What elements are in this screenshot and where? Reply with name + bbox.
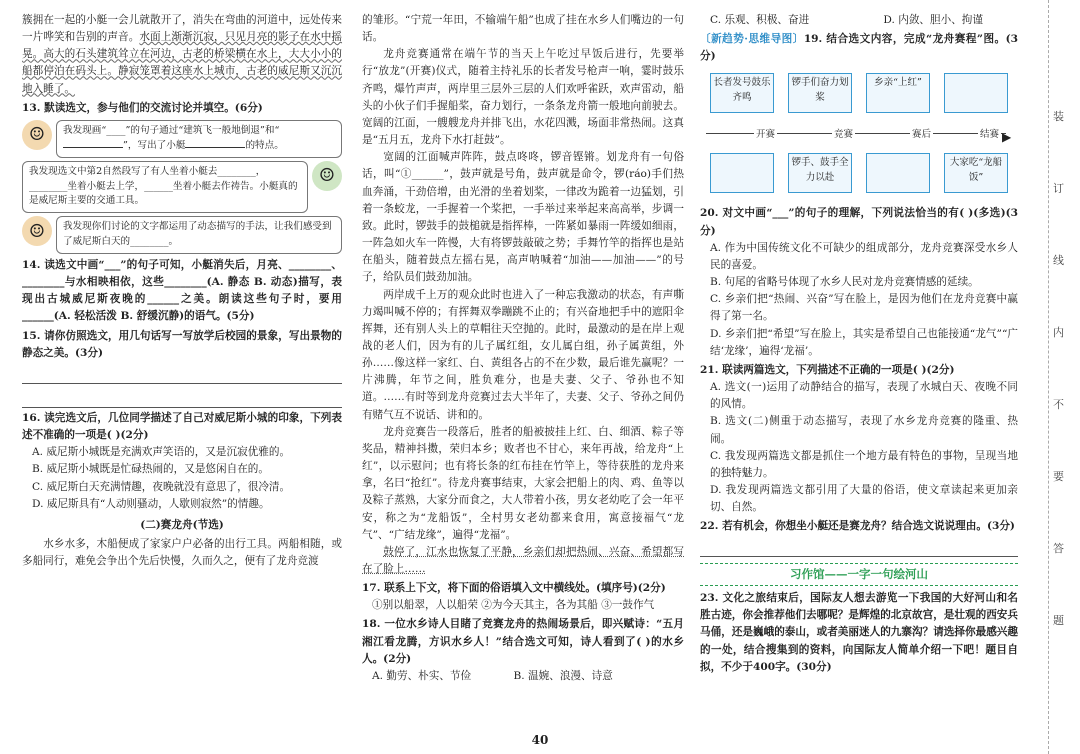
binding-margin [1026, 0, 1080, 754]
question-13: 13. 默读选文，参与他们的交流讨论并填空。(6分) [22, 101, 263, 114]
mind-map [700, 69, 1018, 201]
margin-label: 装 [1053, 110, 1064, 123]
question-20: 20. 对文中画“___”的句子的理解，下列说法恰当的有( )(多选)(3分) [700, 207, 1018, 237]
question-15: 15. 请你仿照选文，用几句话写一写放学后校园的景象，写出景物的静态之美。(3分) [22, 329, 342, 359]
speech-bubble-1: 我发现画“____”的句子通过“建筑飞一般地倒退”和“”，写出了小艇 的特点。 [56, 120, 342, 158]
binding-dashed-line [1048, 0, 1049, 754]
question-17-options: ①别以船翠，人以船荣 ②为今天其主，各为其船 ③一鼓作气 [372, 599, 655, 612]
answer-line[interactable] [700, 535, 1018, 557]
answer-line[interactable] [22, 362, 342, 384]
option-c: C. 我发现两篇选文都是抓住一个地方最有特色的事物，呈现当地的独特魅力。 [710, 449, 1018, 479]
passage-2-paragraph-6: 鼓停了，江水也恢复了平静，乡亲们却把热闹、兴奋、希望都写在了脸上…… [362, 545, 684, 575]
question-19: 〔新趋势·思维导图〕19. 结合选文内容，完成“龙舟赛程”图。(3分) [700, 33, 1018, 63]
option-d: D. 乡亲们把“希望”写在脸上，其实是希望自己也能接通“龙气”“广结‘龙缘’，遍得‘龙福’。 [710, 327, 1018, 357]
map-box-bottom-2: 锣手、鼓手全力以赴 [788, 153, 852, 193]
mind-map-spine [706, 133, 1006, 134]
margin-label: 内 [1053, 326, 1064, 339]
margin-label: 不 [1053, 398, 1064, 411]
option-b: B. 选文(二)侧重于动态描写，表现了水乡龙舟竞赛的隆重、热闹。 [710, 415, 1018, 445]
passage-2-paragraph-5: 龙舟竞赛告一段落后，胜者的船被披挂上红、白、细酒、粽子等奖品，精神抖擞，荣归本乡；败者也不甘心，来年再战，给龙舟“上红”，以示慰问；也有将长条的红布挂在竹竿上，等待获胜的龙舟来拿，名曰“抢红”。待龙舟赛事结束，大家会把船上的肉、鸡、鱼等以及粽子蒸熟，大家分而食之，大人带着小孩，男女老幼吃了会一年平安，称之为“龙船饭”，全村男女老幼都来食用，寓意接福气“龙气”、“广结龙缘”，遍得“龙福”。 [362, 425, 684, 541]
map-box-top-2: 锣手们奋力划桨 [788, 73, 852, 113]
margin-label: 题 [1053, 614, 1064, 627]
margin-label: 要 [1053, 470, 1064, 483]
map-box-bottom-4: 大家吃“龙船饭” [944, 153, 1008, 193]
option-b: B. 句尾的省略号体现了水乡人民对龙舟竞赛情感的延续。 [710, 276, 979, 289]
question-18: 18. 一位水乡诗人目睹了竞赛龙舟的热闹场景后，即兴赋诗：“五月湘江看龙腾，方识水乡人！”结合选文可知，诗人看到了( )的水乡人。(2分) [362, 618, 684, 665]
map-box-top-1: 长者发号鼓乐齐鸣 [710, 73, 774, 113]
wavy-underlined-text: 水面上渐渐沉寂，只见月亮的影子在水中摇晃。高大的石头建筑耸立在河边，古老的桥梁横在水上，大大小小的船都停泊在码头上。静寂笼罩着这座水上城市，古老的威尼斯又沉沉地入睡了。 [22, 31, 343, 95]
passage-intro: 簇拥在一起的小艇一会儿就散开了，消失在弯曲的河道中，远处传来一片哗笑和告别的声音。水面上渐渐沉寂，只见月亮的影子在水中摇晃。高大的石头建筑耸立在河边，古老的桥梁横在水上，大大小小的船都停泊在码头上。静寂笼罩着这座水上城市，古老的威尼斯又沉沉地入睡了。 [22, 14, 343, 95]
stage-label-3: 赛后 [910, 127, 933, 142]
map-box-top-3: 乡亲“上红” [866, 73, 930, 113]
stage-label-4: 结赛 [978, 127, 1001, 142]
answer-line[interactable] [22, 386, 342, 408]
option-d: D. 我发现两篇选文都引用了大量的俗语，使文章读起来更加亲切、自然。 [710, 483, 1018, 514]
right-column [700, 12, 1018, 676]
option-c: C. 乡亲们把“热闹、兴奋”写在脸上，是因为他们在龙舟竞赛中赢得了第一名。 [710, 293, 1018, 323]
passage-2-paragraph-2: 龙舟竞赛通常在端午节的当天上午吃过早饭后进行，先要举行“放龙”(开赛)仪式，随着主持礼乐的长者发号枪声一响，霎时鼓乐齐鸣，爆竹声声，两岸里三层外三层的人们欢呼雀跃，欢声雷动，船头的小伙子们手握船桨，奋力划行，一条条龙舟箭一般地向前驶去。宽阔的江面，一艘艘龙舟并排飞出，水花四溅，场面非常热闹。这真是“五月五，龙舟下水打赶鼓”。 [362, 48, 684, 147]
option-d: D. 威尼斯具有“人动则骚动，人歇则寂然”的情趣。 [32, 497, 270, 510]
option-a: A. 作为中国传统文化不可缺少的组成部分，龙舟竞赛深受水乡人民的喜爱。 [710, 241, 1018, 271]
question-23: 23. 文化之旅结束后，国际友人想去游览一下我国的大好河山和名胜古迹，你会推荐他们去哪呢？是辉煌的北京故宫，是壮观的西安兵马俑，还是巍峨的泰山，或者美丽迷人的九寨沟？请选择你最感兴趣的一处，结合搜集到的资料，向国际友人简单介绍一下吧！题目自拟，不少于400字。(30分) [700, 592, 1018, 673]
page-number: 40 [531, 733, 549, 747]
arrow-right-icon: ▶ [1002, 130, 1012, 145]
stage-label-1: 开赛 [754, 127, 777, 142]
girl-avatar-icon: ☺ [22, 120, 52, 150]
passage-2-paragraph-1: 水乡水多，木船便成了家家户户必备的出行工具。两船相随，或多船同行，难免会争出个先后快慢，久而久之，便有了龙舟竞渡 [22, 537, 342, 568]
question-18-options-ab: A. 勤劳、朴实、节俭 B. 温婉、浪漫、诗意 [372, 669, 613, 682]
passage-2-paragraph-4: 两岸成千上万的观众此时也进入了一种忘我激动的状态，有声嘶力竭叫喊不停的；有挥舞双拳蹦跳不止的；有兴奋地把手中的遮阳伞挥舞，还有别人头上的草帽往天空抛的。此时，最激动的是在岸上观战的老人们，因为有的儿子属红组，女儿属白组，孙子属黄组，外孙……像这样一家红、白、黄组各占的不在少数，最后谁先赢呢？一片沸腾，年节之间，胜负难分，也是夫妻、父子、爷孙也不知道。……有时等到龙舟竞赛过去大半年了，夫妻、父子、爷孙之间仍有赌气互不说话、讲和的。 [362, 288, 684, 421]
discussion-row-2 [22, 161, 342, 214]
question-17: 17. 联系上下文，将下面的俗语填入文中横线处。(填序号)(2分) [362, 582, 666, 595]
passage-2-paragraph-3: 宽阔的江面喊声阵阵，鼓点咚咚，锣音铿锵。划龙舟有一句俗话，叫“①______”，鼓声就是号角，鼓声就是命令，锣(ráo)手们热血奔涌，干劲倍增，由光滑的坐着划桨，一律改为跪着一边猛划，引着一条蛟龙，一手握着一个桨把，一手举过来举起来高高举，步调一致。此时，锣鼓手的鼓槌就是指挥棒，一阵紧如暴雨一阵缓如细雨，一阵急如火车一阵慢，大有将锣鼓敲破之势；手舞竹竿的指挥也是站在船头，随着鼓点左摇右晃，高声呐喊着“加油——加油——”的号子，给队员们鼓劲加油。 [362, 151, 684, 284]
option-a: A. 选文(一)运用了动静结合的描写，表现了水城白天、夜晚不同的风情。 [710, 381, 1018, 411]
question-14: 14. 读选文中画“___”的句子可知，小艇消失后，月亮、________、________与水相映相依，这些________(A. 静态 B. 动态)描写，表现出古城威尼斯夜晚的______之美。朗读这些句子时，要用______(A. 轻松活泼 B. 舒缓沉静)的语气。(5分) [22, 258, 342, 323]
margin-label: 订 [1053, 182, 1064, 195]
option-c: C. 威尼斯白天充满情趣，夜晚就没有意思了，很冷清。 [32, 480, 291, 493]
question-22: 22. 若有机会，你想坐小艇还是赛龙舟？结合选文说说理由。(3分) [700, 520, 1015, 533]
girl-avatar-icon: ☺ [22, 216, 52, 246]
boy-avatar-icon: ☺ [312, 161, 342, 191]
map-box-top-4-blank[interactable] [944, 73, 1008, 113]
left-column [22, 12, 342, 570]
trend-tag: 〔新趋势·思维导图〕 [700, 33, 804, 46]
writing-section-banner: 习作馆——一字一句绘河山 [700, 563, 1018, 586]
question-21: 21. 联读两篇选文，下列描述不正确的一项是( )(2分) [700, 363, 955, 376]
stage-label-2: 竞赛 [832, 127, 855, 142]
question-16: 16. 读完选文后，几位同学描述了自己对威尼斯小城的印象，下列表述不准确的一项是( )(2分) [22, 411, 342, 442]
map-box-bottom-3-blank[interactable] [866, 153, 930, 193]
discussion-row-3 [22, 216, 342, 254]
middle-column [362, 12, 684, 685]
option-a: A. 威尼斯小城既是充满欢声笑语的，又是沉寂优雅的。 [32, 446, 291, 459]
section-2-title: (二)赛龙舟(节选) [140, 518, 224, 531]
discussion-row-1 [22, 120, 342, 158]
margin-label: 答 [1053, 542, 1064, 555]
option-b: B. 威尼斯小城既是忙碌热闹的，又是悠闲自在的。 [32, 463, 269, 476]
passage-2-continued: 的雏形。“宁荒一年田，不输端午船”也成了挂在水乡人们嘴边的一句话。 [362, 14, 684, 44]
speech-bubble-2: 我发现选文中第2自然段写了有人坐着小艇去________，________坐着小艇去上学，______坐着小艇去作祷告。小艇真的是威尼斯主要的交通工具。 [22, 161, 308, 214]
margin-label: 线 [1053, 254, 1064, 267]
map-box-bottom-1-blank[interactable] [710, 153, 774, 193]
question-18-options-cd: C. 乐观、积极、奋进 D. 内敛、胆小、拘谨 [710, 14, 983, 26]
speech-bubble-3: 我发现你们讨论的文字都运用了动态描写的手法，让我们感受到了威尼斯白天的________。 [56, 216, 342, 254]
